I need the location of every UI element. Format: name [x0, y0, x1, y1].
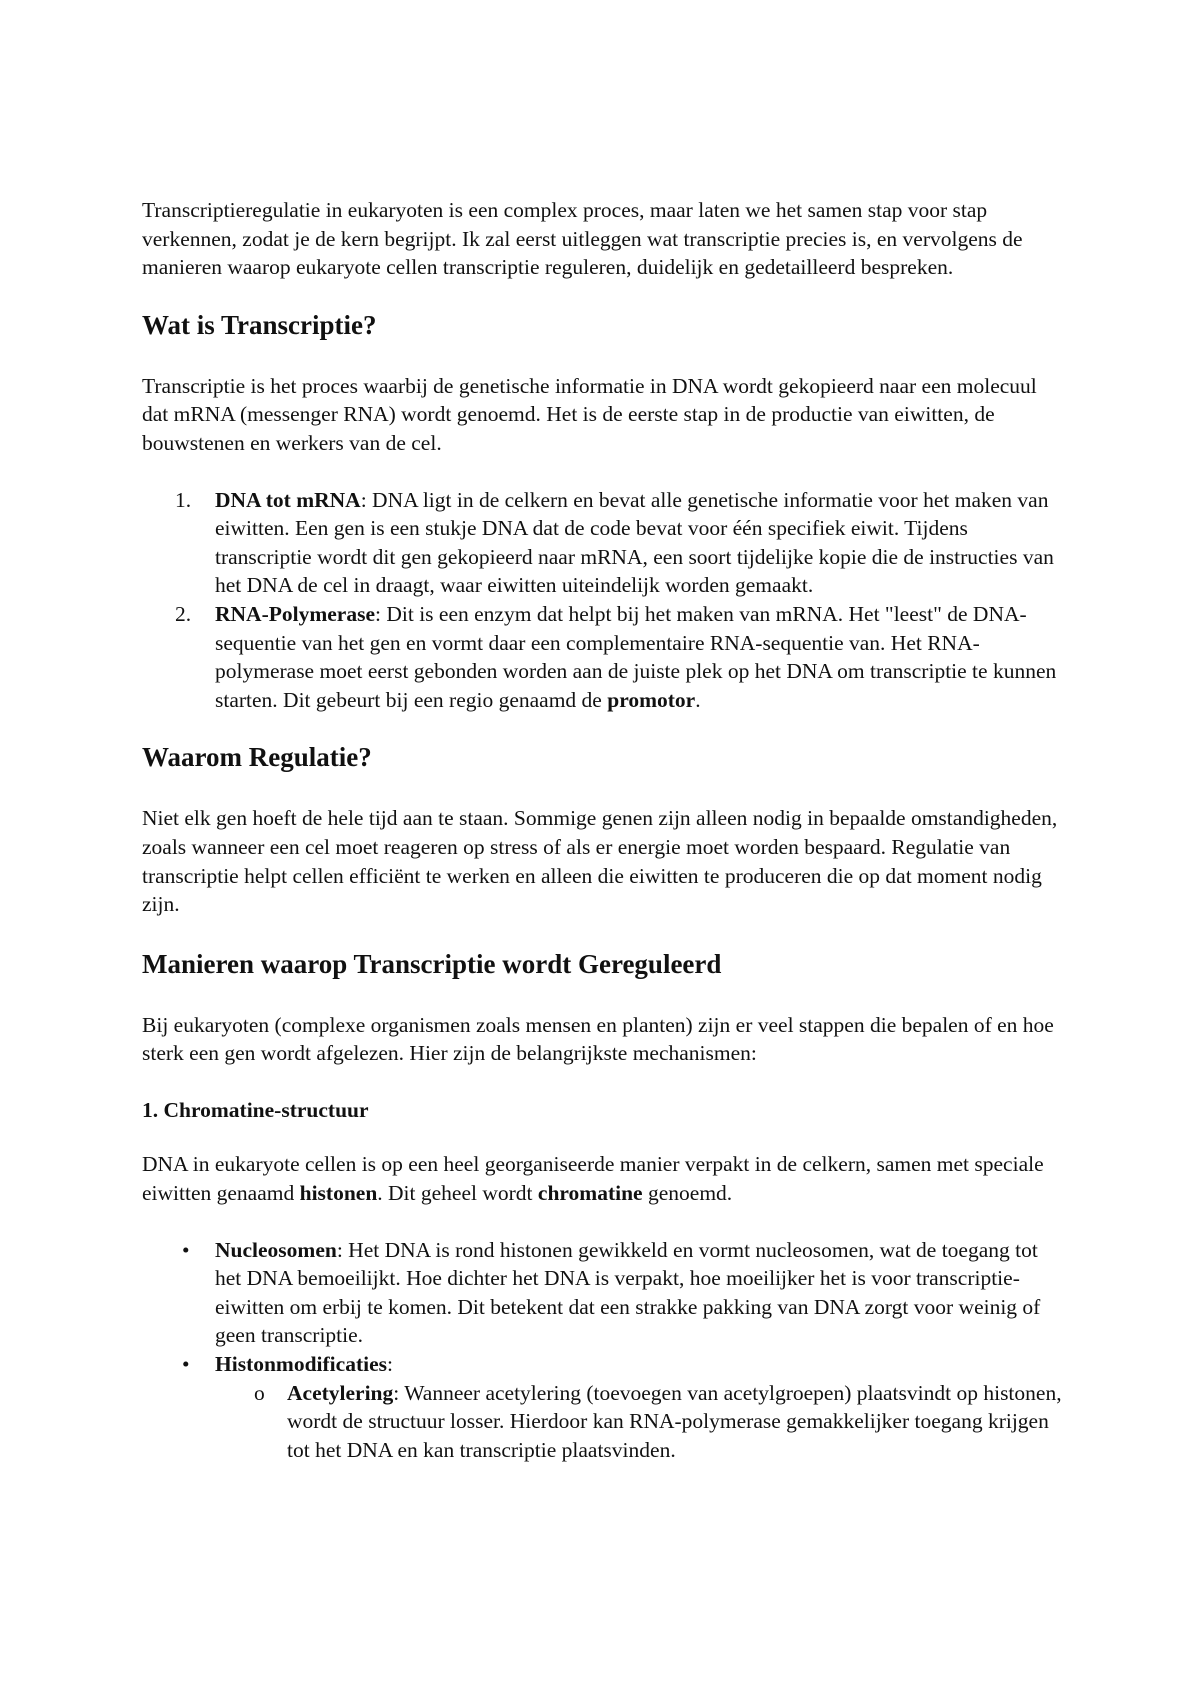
bullet-icon: • [182, 1352, 190, 1377]
list-item-text: : Het DNA is rond histonen gewikkeld en vormt nucleosomen, wat de toegang tot het DNA bemoeilijkt. Hoe dichter het DNA is verpakt, hoe moeilijker het is voor transcriptie-eiwitten om erbij te komen. Dit betekent dat een strakke pakking van DNA zorgt voor weinig of geen transcriptie. [215, 1237, 1041, 1348]
list-number: 2. [175, 601, 192, 626]
list-item [142, 600, 1062, 714]
list-item [142, 486, 1062, 600]
list-item-term: DNA tot mRNA [215, 487, 361, 512]
document-page [142, 196, 1062, 1484]
transcriptie-paragraph: Transcriptie is het proces waarbij de genetische informatie in DNA wordt gekopieerd naar een molecuul dat mRNA (messenger RNA) wordt genoemd. Het is de eerste stap in de productie van eiwitten, de bouwstenen en werkers van de cel. [142, 373, 1037, 455]
bullet-list [142, 1236, 1062, 1465]
bullet-icon: • [182, 1237, 190, 1262]
subheading-chromatine: 1. Chromatine-structuur [142, 1097, 369, 1122]
term-histonen: histonen [299, 1181, 378, 1206]
list-number: 1. [175, 487, 192, 512]
heading-wat-is-transcriptie: Wat is Transcriptie? [142, 309, 377, 340]
list-item-text: : [387, 1352, 393, 1377]
sub-bullet-list [215, 1379, 1062, 1465]
intro-paragraph: Transcriptieregulatie in eukaryoten is een complex proces, maar laten we het samen stap voor stap verkennen, zodat je de kern begrijpt. Ik zal eerst uitleggen wat transcriptie precies is, en vervolgens de manieren waarop eukaryote cellen transcriptie reguleren, duidelijk en gedetailleerd bespreken. [142, 198, 1023, 280]
list-item-term: RNA-Polymerase [215, 601, 376, 626]
list-item [142, 1379, 1062, 1465]
regulatie-paragraph: Niet elk gen hoeft de hele tijd aan te staan. Sommige genen zijn alleen nodig in bepaalde omstandigheden, zoals wanneer een cel moet reageren op stress of als er energie moet worden bespaard. Regulatie van transcriptie helpt cellen efficiënt te werken en alleen die eiwitten te produceren die op dat moment nodig zijn. [142, 806, 1058, 917]
list-item [142, 1236, 1062, 1350]
heading-manieren: Manieren waarop Transcriptie wordt Gereguleerd [142, 948, 722, 979]
list-item-bold-term: promotor [607, 687, 696, 712]
list-item-text: : DNA ligt in de celkern en bevat alle genetische informatie voor het maken van eiwitten. Een gen is een stukje DNA dat de code bevat voor één specifiek eiwit. Tijdens transcriptie wordt dit gen gekopieerd naar mRNA, een soort tijdelijke kopie die de instructies van het DNA de cel in draagt, waar eiwitten uiteindelijk worden gemaakt. [215, 487, 1054, 598]
chromatine-paragraph: DNA in eukaryote cellen is op een heel georganiseerde manier verpakt in de celkern, samen met speciale eiwitten genaamd histonen. Dit geheel wordt chromatine genoemd. [142, 1152, 1044, 1206]
numbered-list [142, 486, 1062, 715]
list-item [142, 1350, 1062, 1464]
list-item-text: : Dit is een enzym dat helpt bij het maken van mRNA. Het "leest" de DNA-sequentie van het gen en vormt daar een complementaire RNA-sequentie van. Het RNA-polymerase moet eerst gebonden worden aan de juiste plek op het DNA om transcriptie te kunnen starten. Dit gebeurt bij een regio genaamd de [215, 601, 1057, 712]
heading-waarom-regulatie: Waarom Regulatie? [142, 742, 372, 773]
list-item-term: Nucleosomen [215, 1237, 337, 1262]
list-item-term: Acetylering [287, 1380, 394, 1405]
list-item-tail: . [695, 687, 701, 712]
term-chromatine: chromatine [537, 1181, 643, 1206]
manieren-paragraph: Bij eukaryoten (complexe organismen zoals mensen en planten) zijn er veel stappen die bepalen of en hoe sterk een gen wordt afgelezen. Hier zijn de belangrijkste mechanismen: [142, 1012, 1054, 1066]
circle-bullet-icon: o [254, 1380, 265, 1405]
list-item-term: Histonmodificaties [215, 1352, 387, 1377]
list-item-text: : Wanneer acetylering (toevoegen van acetylgroepen) plaatsvindt op histonen, wordt de structuur losser. Hierdoor kan RNA-polymerase gemakkelijker toegang krijgen tot het DNA en kan transcriptie plaatsvinden. [287, 1380, 1062, 1462]
